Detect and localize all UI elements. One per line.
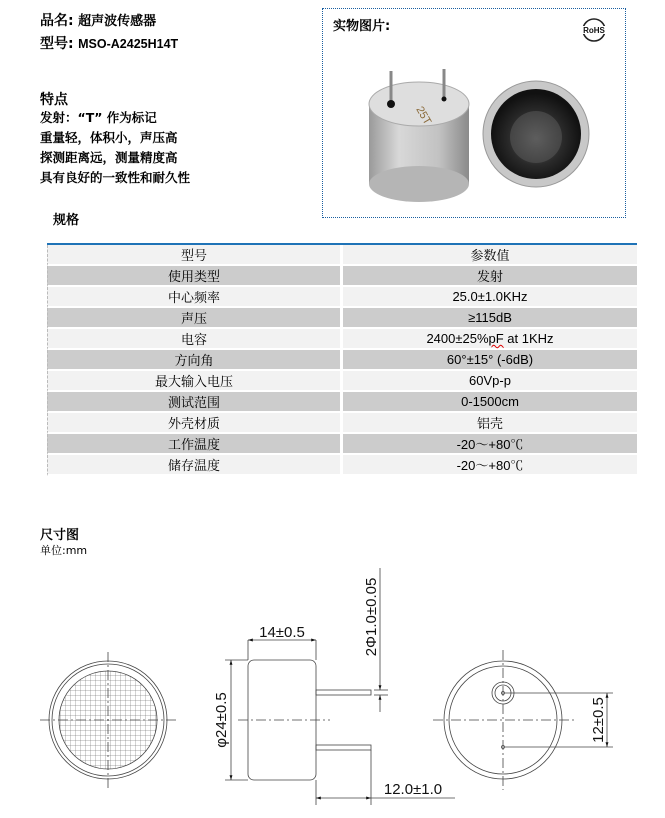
svg-text:RoHS: RoHS <box>583 26 605 35</box>
diameter-label: φ24±0.5 <box>213 692 230 748</box>
sensor-marking: 25T <box>413 104 434 127</box>
product-name-line <box>40 10 156 30</box>
table-row <box>47 392 637 413</box>
side-view <box>213 568 455 805</box>
model-label: 型号: <box>40 36 74 52</box>
photo-label: 实物图片: <box>333 19 391 34</box>
spec-name: 使用类型 <box>47 266 343 287</box>
table-row <box>47 287 637 308</box>
features-list <box>40 108 190 188</box>
specs-table <box>47 243 637 476</box>
table-row <box>47 413 637 434</box>
spec-name: 最大输入电压 <box>47 371 343 392</box>
feature-item: 探测距离远，测量精度高 <box>40 150 178 165</box>
model-line <box>40 33 178 53</box>
table-row <box>47 266 637 287</box>
front-view <box>40 652 178 790</box>
spec-name: 声压 <box>47 308 343 329</box>
spec-name: 测试范围 <box>47 392 343 413</box>
spec-value: 0-1500cm <box>343 392 637 413</box>
sensor-photo <box>361 69 601 209</box>
spec-value: 60°±15° (-6dB) <box>343 350 637 371</box>
product-name: 超声波传感器 <box>78 14 157 29</box>
column-header: 型号 <box>47 245 343 266</box>
table-header-row <box>47 245 637 266</box>
dimension-drawing <box>0 560 665 818</box>
table-row <box>47 371 637 392</box>
pin-length-label: 12.0±1.0 <box>383 781 443 798</box>
spec-name: 中心频率 <box>47 287 343 308</box>
length-label: 14±0.5 <box>259 624 305 641</box>
rohs-badge-icon <box>581 17 607 43</box>
table-row <box>47 434 637 455</box>
spec-value: -20～+80℃ <box>343 455 637 476</box>
capacitance-value: 2400±25% <box>426 331 489 346</box>
features-title: 特点 <box>40 92 68 108</box>
pin-spacing-label: 12±0.5 <box>590 697 607 743</box>
spec-name: 方向角 <box>47 350 343 371</box>
dimensions-unit: 单位:mm <box>40 544 88 557</box>
model-value: MSO-A2425H14T <box>78 37 179 51</box>
column-header: 参数值 <box>343 245 637 266</box>
capacitance-unit: pF <box>488 331 504 346</box>
specs-title: 规格 <box>53 213 80 228</box>
feature-item: 发射：“T” 作为标记 <box>40 110 157 125</box>
product-name-label: 品名: <box>40 13 74 29</box>
product-photo-box <box>322 8 626 218</box>
spec-value: -20～+80℃ <box>343 434 637 455</box>
spec-value: ≥115dB <box>343 308 637 329</box>
back-view <box>433 650 613 790</box>
spec-name: 储存温度 <box>47 455 343 476</box>
capacitance-condition: at 1KHz <box>503 331 554 346</box>
dimensions-title: 尺寸图 <box>40 528 80 543</box>
table-row <box>47 329 637 350</box>
spec-value: 发射 <box>343 266 637 287</box>
feature-item: 具有良好的一致性和耐久性 <box>40 170 191 185</box>
table-row <box>47 350 637 371</box>
table-row <box>47 455 637 476</box>
pin-diameter-label: 2Φ1.0±0.05 <box>363 577 380 657</box>
spec-value <box>343 329 637 350</box>
spec-name: 工作温度 <box>47 434 343 455</box>
spec-name: 外壳材质 <box>47 413 343 434</box>
spec-value: 铝壳 <box>343 413 637 434</box>
spec-value: 25.0±1.0KHz <box>343 287 637 308</box>
table-row <box>47 308 637 329</box>
feature-item: 重量轻，体积小，声压高 <box>40 130 178 145</box>
spec-value: 60Vp-p <box>343 371 637 392</box>
spec-name: 电容 <box>47 329 343 350</box>
